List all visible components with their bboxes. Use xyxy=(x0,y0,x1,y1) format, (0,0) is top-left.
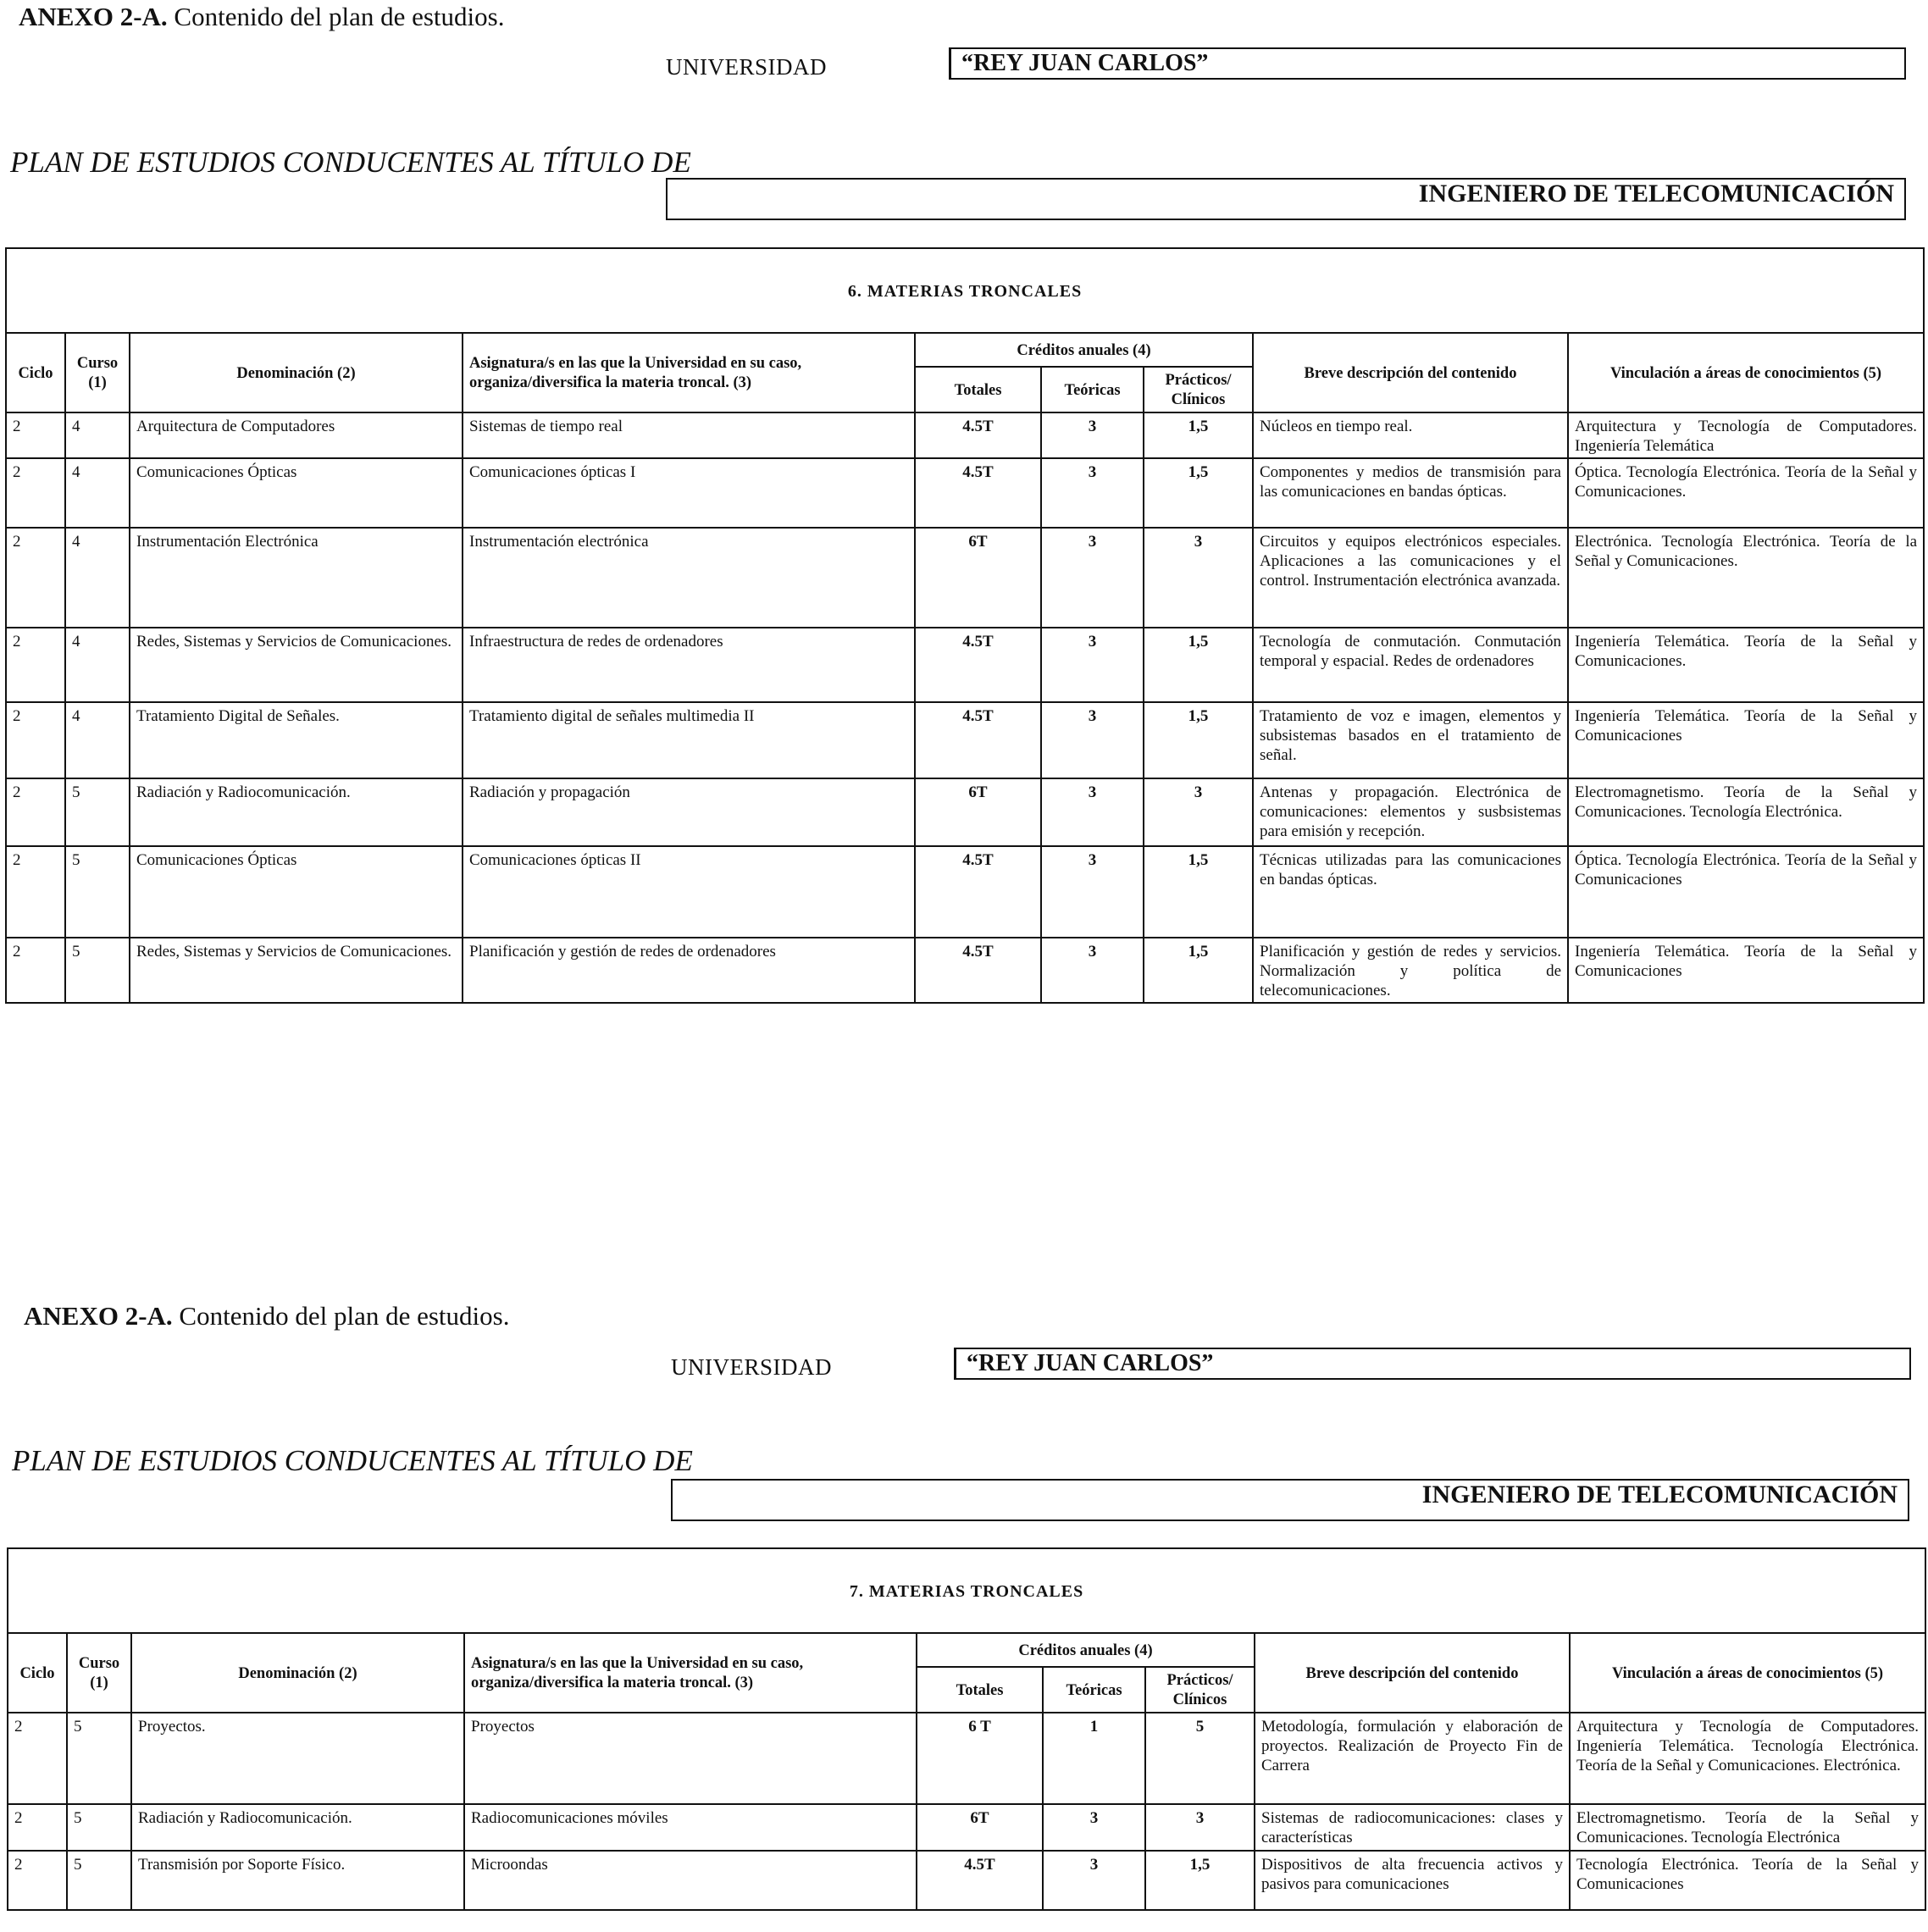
cell-totales: 4.5T xyxy=(915,412,1041,458)
cell-descripcion: Tratamiento de voz e imagen, elementos y subsistemas basados en el tratamiento de señal. xyxy=(1253,702,1568,778)
cell-teoricas: 3 xyxy=(1043,1804,1145,1851)
cell-practicos: 1,5 xyxy=(1145,1851,1255,1910)
cell-descripcion: Metodología, formulación y elaboración de proyectos. Realización de Proyecto Fin de Carrera xyxy=(1255,1713,1570,1804)
header-creditos: Créditos anuales (4) xyxy=(915,333,1253,367)
cell-denominacion: Tratamiento Digital de Señales. xyxy=(130,702,463,778)
header-curso: Curso (1) xyxy=(67,1633,131,1713)
cell-denominacion: Comunicaciones Ópticas xyxy=(130,846,463,938)
cell-ciclo: 2 xyxy=(6,528,65,628)
cell-curso: 4 xyxy=(65,528,130,628)
cell-ciclo: 2 xyxy=(6,702,65,778)
degree-title-box: INGENIERO DE TELECOMUNICACIÓN xyxy=(666,178,1906,220)
degree-title-box: INGENIERO DE TELECOMUNICACIÓN xyxy=(671,1479,1909,1521)
cell-teoricas: 3 xyxy=(1041,778,1144,846)
cell-ciclo: 2 xyxy=(8,1804,67,1851)
cell-curso: 4 xyxy=(65,458,130,528)
cell-totales: 6T xyxy=(915,778,1041,846)
cell-asignatura: Infraestructura de redes de ordenadores xyxy=(463,628,915,702)
cell-denominacion: Redes, Sistemas y Servicios de Comunicaciones. xyxy=(130,628,463,702)
annex-description: Contenido del plan de estudios. xyxy=(167,2,505,31)
table-row xyxy=(6,778,1924,846)
cell-practicos: 3 xyxy=(1144,778,1253,846)
materias-troncales-table xyxy=(7,1547,1926,1911)
cell-practicos: 3 xyxy=(1145,1804,1255,1851)
header-practicos: Prácticos/ Clínicos xyxy=(1145,1667,1255,1713)
cell-curso: 4 xyxy=(65,702,130,778)
cell-totales: 4.5T xyxy=(917,1851,1043,1910)
header-creditos: Créditos anuales (4) xyxy=(917,1633,1255,1667)
cell-denominacion: Transmisión por Soporte Físico. xyxy=(131,1851,464,1910)
header-teoricas: Teóricas xyxy=(1041,367,1144,412)
cell-practicos: 1,5 xyxy=(1144,702,1253,778)
header-descripcion: Breve descripción del contenido xyxy=(1255,1633,1570,1713)
header-denominacion: Denominación (2) xyxy=(130,333,463,412)
header-practicos: Prácticos/ Clínicos xyxy=(1144,367,1253,412)
cell-teoricas: 3 xyxy=(1041,458,1144,528)
cell-denominacion: Radiación y Radiocomunicación. xyxy=(131,1804,464,1851)
cell-denominacion: Instrumentación Electrónica xyxy=(130,528,463,628)
cell-vinculacion: Óptica. Tecnología Electrónica. Teoría de la Señal y Comunicaciones xyxy=(1568,846,1924,938)
cell-vinculacion: Electrónica. Tecnología Electrónica. Teoría de la Señal y Comunicaciones. xyxy=(1568,528,1924,628)
cell-vinculacion: Electromagnetismo. Teoría de la Señal y Comunicaciones. Tecnología Electrónica. xyxy=(1568,778,1924,846)
cell-denominacion: Arquitectura de Computadores xyxy=(130,412,463,458)
cell-ciclo: 2 xyxy=(6,458,65,528)
cell-totales: 4.5T xyxy=(915,846,1041,938)
cell-teoricas: 3 xyxy=(1041,702,1144,778)
plan-title: PLAN DE ESTUDIOS CONDUCENTES AL TÍTULO DE xyxy=(12,1444,693,1477)
table-row xyxy=(6,412,1924,458)
cell-descripcion: Sistemas de radiocomunicaciones: clases y características xyxy=(1255,1804,1570,1851)
university-label: UNIVERSIDAD xyxy=(666,54,827,80)
header-asignatura: Asignatura/s en las que la Universidad en su caso, organiza/diversifica la materia troncal. (3) xyxy=(463,333,915,412)
cell-ciclo: 2 xyxy=(6,778,65,846)
cell-totales: 6T xyxy=(915,528,1041,628)
cell-totales: 4.5T xyxy=(915,628,1041,702)
cell-vinculacion: Ingeniería Telemática. Teoría de la Señal y Comunicaciones xyxy=(1568,702,1924,778)
cell-curso: 5 xyxy=(67,1713,131,1804)
cell-teoricas: 3 xyxy=(1041,628,1144,702)
plan-title: PLAN DE ESTUDIOS CONDUCENTES AL TÍTULO DE xyxy=(10,146,691,179)
table-row xyxy=(6,458,1924,528)
cell-teoricas: 3 xyxy=(1041,846,1144,938)
annex-section-2 xyxy=(0,1298,1928,1932)
cell-asignatura: Radiocomunicaciones móviles xyxy=(464,1804,917,1851)
cell-ciclo: 2 xyxy=(6,412,65,458)
university-name-box: “REY JUAN CARLOS” xyxy=(949,47,1906,80)
table-row xyxy=(6,628,1924,702)
cell-descripcion: Técnicas utilizadas para las comunicaciones en bandas ópticas. xyxy=(1253,846,1568,938)
cell-totales: 6 T xyxy=(917,1713,1043,1804)
cell-ciclo: 2 xyxy=(8,1851,67,1910)
cell-curso: 5 xyxy=(67,1851,131,1910)
cell-teoricas: 3 xyxy=(1041,528,1144,628)
header-vinculacion: Vinculación a áreas de conocimientos (5) xyxy=(1570,1633,1925,1713)
header-teoricas: Teóricas xyxy=(1043,1667,1145,1713)
cell-denominacion: Radiación y Radiocomunicación. xyxy=(130,778,463,846)
table-row xyxy=(6,528,1924,628)
cell-practicos: 1,5 xyxy=(1144,938,1253,1003)
header-totales: Totales xyxy=(917,1667,1043,1713)
cell-descripcion: Circuitos y equipos electrónicos especiales. Aplicaciones a las comunicaciones y el control. Instrumentación electrónica avanzada. xyxy=(1253,528,1568,628)
table-title: 6. MATERIAS TRONCALES xyxy=(6,248,1924,333)
cell-practicos: 1,5 xyxy=(1144,412,1253,458)
cell-denominacion: Proyectos. xyxy=(131,1713,464,1804)
cell-vinculacion: Arquitectura y Tecnología de Computadores. Ingeniería Telemática xyxy=(1568,412,1924,458)
header-ciclo: Ciclo xyxy=(6,333,65,412)
cell-vinculacion: Ingeniería Telemática. Teoría de la Señal y Comunicaciones. xyxy=(1568,628,1924,702)
cell-vinculacion: Electromagnetismo. Teoría de la Señal y Comunicaciones. Tecnología Electrónica xyxy=(1570,1804,1925,1851)
cell-ciclo: 2 xyxy=(6,628,65,702)
cell-ciclo: 2 xyxy=(8,1713,67,1804)
cell-curso: 5 xyxy=(65,778,130,846)
cell-totales: 4.5T xyxy=(915,702,1041,778)
cell-descripcion: Dispositivos de alta frecuencia activos y pasivos para comunicaciones xyxy=(1255,1851,1570,1910)
cell-vinculacion: Óptica. Tecnología Electrónica. Teoría de la Señal y Comunicaciones. xyxy=(1568,458,1924,528)
cell-asignatura: Proyectos xyxy=(464,1713,917,1804)
header-vinculacion: Vinculación a áreas de conocimientos (5) xyxy=(1568,333,1924,412)
header-descripcion: Breve descripción del contenido xyxy=(1253,333,1568,412)
cell-teoricas: 3 xyxy=(1043,1851,1145,1910)
annex-heading xyxy=(19,2,504,32)
university-label: UNIVERSIDAD xyxy=(671,1354,832,1380)
cell-practicos: 1,5 xyxy=(1144,846,1253,938)
university-name-box: “REY JUAN CARLOS” xyxy=(954,1348,1911,1380)
cell-curso: 5 xyxy=(65,938,130,1003)
header-asignatura: Asignatura/s en las que la Universidad en su caso, organiza/diversifica la materia troncal. (3) xyxy=(464,1633,917,1713)
cell-descripcion: Núcleos en tiempo real. xyxy=(1253,412,1568,458)
cell-practicos: 1,5 xyxy=(1144,628,1253,702)
materias-troncales-table xyxy=(5,247,1925,1004)
cell-asignatura: Radiación y propagación xyxy=(463,778,915,846)
header-curso: Curso (1) xyxy=(65,333,130,412)
table-row xyxy=(8,1851,1925,1910)
annex-number: ANEXO 2-A. xyxy=(19,2,168,31)
cell-teoricas: 3 xyxy=(1041,412,1144,458)
cell-asignatura: Comunicaciones ópticas I xyxy=(463,458,915,528)
header-denominacion: Denominación (2) xyxy=(131,1633,464,1713)
cell-teoricas: 3 xyxy=(1041,938,1144,1003)
table-row xyxy=(8,1804,1925,1851)
header-ciclo: Ciclo xyxy=(8,1633,67,1713)
cell-curso: 5 xyxy=(65,846,130,938)
cell-curso: 4 xyxy=(65,412,130,458)
cell-descripcion: Planificación y gestión de redes y servicios. Normalización y política de telecomunicaciones. xyxy=(1253,938,1568,1003)
cell-vinculacion: Ingeniería Telemática. Teoría de la Señal y Comunicaciones xyxy=(1568,938,1924,1003)
cell-denominacion: Comunicaciones Ópticas xyxy=(130,458,463,528)
cell-descripcion: Tecnología de conmutación. Conmutación temporal y espacial. Redes de ordenadores xyxy=(1253,628,1568,702)
annex-heading xyxy=(24,1301,509,1331)
table-row xyxy=(8,1713,1925,1804)
cell-ciclo: 2 xyxy=(6,846,65,938)
table-title: 7. MATERIAS TRONCALES xyxy=(8,1548,1925,1633)
cell-asignatura: Planificación y gestión de redes de ordenadores xyxy=(463,938,915,1003)
cell-asignatura: Comunicaciones ópticas II xyxy=(463,846,915,938)
cell-asignatura: Microondas xyxy=(464,1851,917,1910)
cell-ciclo: 2 xyxy=(6,938,65,1003)
header-totales: Totales xyxy=(915,367,1041,412)
cell-asignatura: Sistemas de tiempo real xyxy=(463,412,915,458)
cell-curso: 4 xyxy=(65,628,130,702)
cell-totales: 4.5T xyxy=(915,458,1041,528)
cell-vinculacion: Arquitectura y Tecnología de Computadores. Ingeniería Telemática. Tecnología Electrónica. Teoría de la Señal y Comunicaciones. Electrónica. xyxy=(1570,1713,1925,1804)
table-row xyxy=(6,846,1924,938)
cell-practicos: 1,5 xyxy=(1144,458,1253,528)
table-row xyxy=(6,938,1924,1003)
cell-descripcion: Componentes y medios de transmisión para las comunicaciones en bandas ópticas. xyxy=(1253,458,1568,528)
cell-teoricas: 1 xyxy=(1043,1713,1145,1804)
cell-totales: 4.5T xyxy=(915,938,1041,1003)
cell-curso: 5 xyxy=(67,1804,131,1851)
cell-vinculacion: Tecnología Electrónica. Teoría de la Señal y Comunicaciones xyxy=(1570,1851,1925,1910)
cell-asignatura: Tratamiento digital de señales multimedia II xyxy=(463,702,915,778)
cell-practicos: 5 xyxy=(1145,1713,1255,1804)
annex-description: Contenido del plan de estudios. xyxy=(172,1301,510,1331)
annex-number: ANEXO 2-A. xyxy=(24,1301,173,1331)
cell-descripcion: Antenas y propagación. Electrónica de comunicaciones: elementos y susbsistemas para emisión y recepción. xyxy=(1253,778,1568,846)
cell-asignatura: Instrumentación electrónica xyxy=(463,528,915,628)
cell-practicos: 3 xyxy=(1144,528,1253,628)
table-row xyxy=(6,702,1924,778)
cell-totales: 6T xyxy=(917,1804,1043,1851)
cell-denominacion: Redes, Sistemas y Servicios de Comunicaciones. xyxy=(130,938,463,1003)
